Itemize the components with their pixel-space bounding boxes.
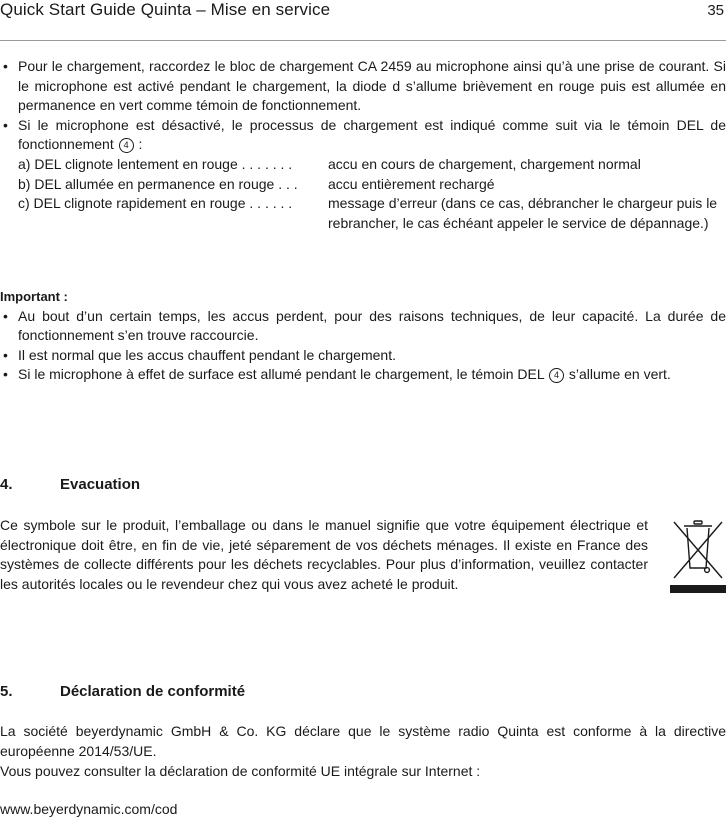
- charging-text-2-end: :: [138, 136, 143, 153]
- section-4-number: 4.: [0, 476, 13, 493]
- header-title: Quick Start Guide Quinta – Mise en service: [0, 0, 331, 19]
- header-divider: [0, 40, 726, 41]
- led-4-icon: 4: [119, 138, 134, 153]
- led-state-b: [0, 175, 726, 195]
- charging-text-1: Pour le chargement, raccordez le bloc de chargement CA 2459 au microphone ainsi qu’à une prise de courant. Si le microphone est activé pendant le chargement, la diode d s’allume brièvement en rouge puis est allumée en permanence en vert comme témoin de fonctionnement.: [18, 58, 726, 114]
- important-list: [0, 307, 726, 385]
- led-state-label: b) DEL allumée en permanence en rouge . . .: [18, 175, 298, 192]
- section-4-title: Evacuation: [60, 476, 141, 493]
- important-text: Au bout d’un certain temps, les accus perdent, pour des raisons techniques, de leur capacité. La durée de fonctionnement s’en trouve raccourcie.: [18, 307, 726, 344]
- section-5-paragraph-2: Vous pouvez consulter la déclaration de conformité UE intégrale sur Internet :: [0, 763, 481, 779]
- led-state-c: [0, 194, 726, 253]
- section-5-paragraph-1: La société beyerdynamic GmbH & Co. KG déclare que le système radio Quinta est conforme à la directive européenne 2014/53/UE.: [0, 723, 726, 759]
- important-item-2: [0, 346, 726, 366]
- led-state-value: message d’erreur (dans ce cas, débrancher le chargeur puis le rebrancher, le cas échéant appeler le service de dépannage.): [328, 195, 718, 231]
- led-state-a: [0, 155, 726, 175]
- charging-bullet-2: [0, 116, 726, 155]
- charging-section: [0, 57, 726, 253]
- important-text: Il est normal que les accus chauffent pendant le chargement.: [18, 346, 396, 363]
- charging-text-2: Si le microphone est désactivé, le processus de chargement est indiqué comme suit via le témoin DEL de fonctionnement: [18, 116, 726, 153]
- conformity-url: www.beyerdynamic.com/cod: [0, 801, 178, 817]
- led-4-icon: 4: [549, 368, 564, 383]
- led-state-value: accu en cours de chargement, chargement normal: [328, 155, 641, 172]
- weee-bin-icon: [670, 518, 726, 593]
- charging-bullet-1: [0, 57, 726, 116]
- important-text-end: s’allume en vert.: [568, 366, 671, 383]
- led-state-value: accu entièrement rechargé: [328, 175, 495, 192]
- section-5-title: Déclaration de conformité: [60, 683, 246, 700]
- important-item-3: [0, 365, 726, 385]
- important-item-1: [0, 307, 726, 346]
- led-state-label: a) DEL clignote lentement en rouge . . . . . . .: [18, 155, 293, 172]
- page-number: 35: [707, 2, 724, 19]
- section-4-body: Ce symbole sur le produit, l’emballage ou dans le manuel signifie que votre équipement électrique et électronique doit être, en fin de vie, jeté séparement de vos déchets ménages. Il existe en France des systèmes de collecte différents pour les déchets recyclables. Pour plus d’information, veuillez contacter les autorités locales ou le revendeur chez qui vous avez acheté le produit.: [0, 517, 648, 592]
- charging-list: [0, 57, 726, 155]
- led-state-label: c) DEL clignote rapidement en rouge . . . . . .: [18, 195, 293, 212]
- section-5-number: 5.: [0, 683, 13, 700]
- important-section: [0, 287, 726, 385]
- important-text: Si le microphone à effet de surface est allumé pendant le chargement, le témoin DEL: [18, 366, 545, 383]
- important-label: Important :: [0, 289, 68, 304]
